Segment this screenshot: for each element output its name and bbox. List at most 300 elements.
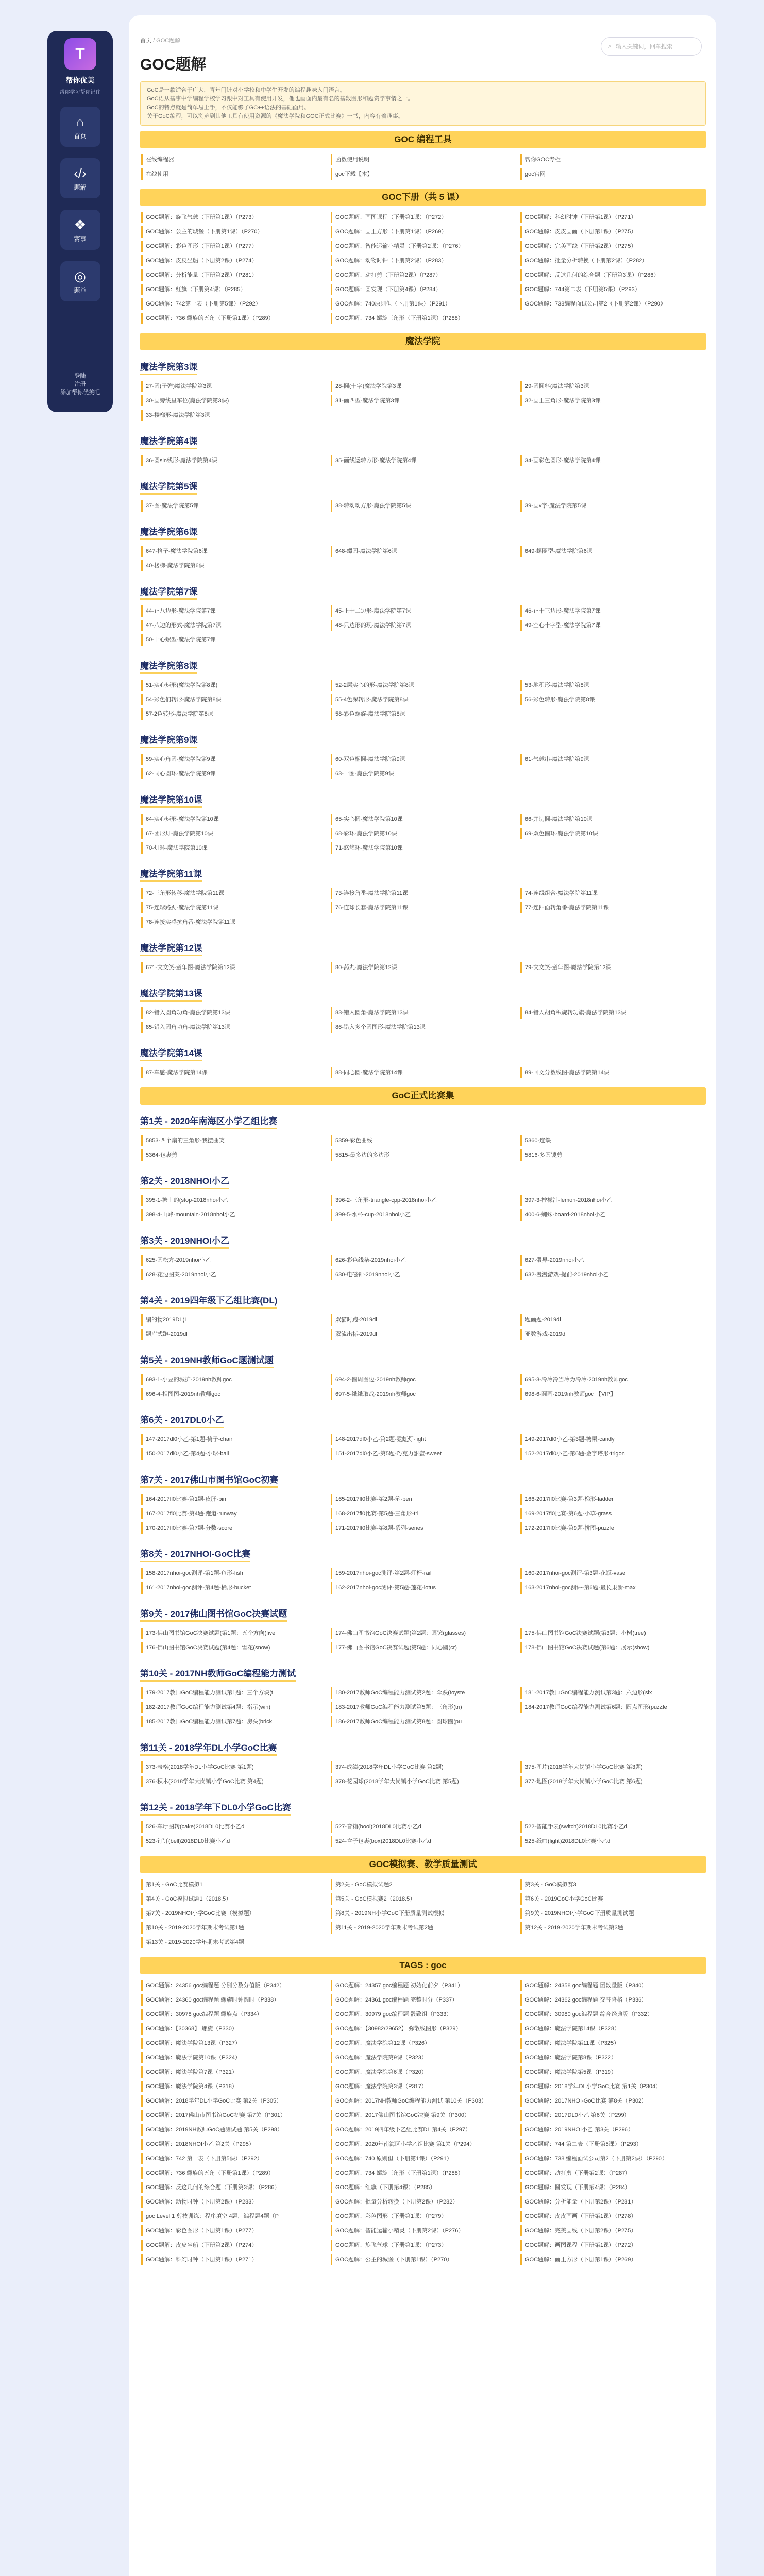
list-item[interactable]: 649-螺圈型-魔法学院第6课 [520,546,705,557]
list-item[interactable]: 178-佛山图书馆GoC决赛试题(第6题：展示(show) [520,1642,705,1653]
register-link[interactable]: 注册 [74,381,86,387]
group-heading-wrap [140,787,706,808]
group-heading: 第10关 - 2017NH教师GoC编程能力测试 [140,1666,296,1682]
list-item[interactable]: GOC题解：24362 goc编程题 交替降格（P336） [520,1994,705,2006]
list-item[interactable]: GOC题解：742第一表（下册第5课）（P292） [141,298,326,310]
list-item[interactable]: 522-智能手表(switch)2018DL0比赛小乙d [520,1821,705,1833]
list-item[interactable]: 第2关 - GoC模拟试题2 [331,1879,515,1890]
list-item[interactable]: 第7关 - 2019NHOI小学GoC比赛（模拟题） [141,1908,326,1919]
list-item[interactable]: 48-只边形的现-魔法学院第7课 [331,620,515,631]
list-item[interactable]: 5359-彩色曲线 [331,1135,515,1146]
list-item[interactable]: GOC题解：画图课程（下册第1课）（P272） [520,2240,705,2251]
list-item[interactable]: GOC题解：旋飞气球（下册第1课）（P273） [331,2240,515,2251]
list-item[interactable]: GOC题解：画正方形（下册第1课）（P269） [331,226,515,238]
list-item[interactable]: 648-螺圆-魔法学院第6课 [331,546,515,557]
list-item[interactable]: 64-实心矩形-魔法学院第10课 [141,814,326,825]
link-grid [140,808,706,857]
list-item[interactable]: GOC题解：动物时钟（下册第2课）（P283） [331,255,515,266]
list-item[interactable]: GOC题解：魔法学院第8课（P322） [520,2052,705,2063]
list-item[interactable]: 86-错入多个圆图形-魔法学院第13课 [331,1022,515,1033]
list-item[interactable]: 632-漫漫游戏-提前-2019nhoi小乙 [520,1269,705,1280]
list-item[interactable]: GOC题解：736 螺旋的五角（下册第1课）（P289） [141,2167,326,2179]
list-item[interactable]: 82-错入圆角功角-魔法学院第13课 [141,1007,326,1019]
section-bar: GoC正式比赛集 [140,1087,706,1105]
list-item[interactable]: GOC题解：科幻时钟（下册第1课）（P271） [520,212,705,223]
list-item[interactable]: 61-气球串-魔法学院第9课 [520,754,705,765]
link-grid [140,1622,706,1657]
login-link[interactable]: 登陆 [74,373,86,379]
list-item[interactable]: 28-圆(十字)魔法学院第3课 [331,381,515,392]
group-heading-wrap [140,727,706,748]
list-item[interactable]: 148-2017dl0小乙-第2题-霓虹灯-light [331,1434,515,1445]
list-item[interactable]: 27-圆(子弹)魔法学院第3课 [141,381,326,392]
list-item[interactable]: GOC题解：魔法学院第14课（P328） [520,2023,705,2035]
list-item[interactable]: GOC题解：734 螺旋三角形（下册第1课）（P288） [331,313,515,324]
list-item[interactable]: GOC题解：738 编程面试公司第2（下册第2课）（P290） [520,2153,705,2164]
list-item[interactable]: 第4关 - GoC模拟试题1（2018.5） [141,1893,326,1905]
list-item[interactable]: 185-2017教师GoC编程能力测试第7题：房头(brick [141,1716,326,1727]
list-item[interactable]: 373-表格(2018学年DL小学GoC比赛 第1题) [141,1761,326,1773]
list-item[interactable]: 69-双色圆环-魔法学院第10课 [520,828,705,839]
list-item[interactable]: GOC题解：2017NH教师GoC编程能力测试 第10关（P303） [331,2095,515,2107]
list-item[interactable]: GOC题解：魔法学院第6课（P320） [331,2066,515,2078]
list-item[interactable]: 626-彩色线条-2019nhoi小乙 [331,1255,515,1266]
list-item[interactable]: GOC题解：2017佛山市图书馆GoC初赛 第7关（P301） [141,2110,326,2121]
breadcrumb-home[interactable]: 首页 [140,38,151,44]
group-heading-wrap [140,1408,706,1428]
search-input[interactable]: 输入关键词，回车搜索 [616,44,673,50]
list-item[interactable]: 第11关 - 2019-2020学年期末考试第2题 [331,1922,515,1934]
list-item[interactable]: 40-楼梯-魔法学院第6课 [141,560,326,571]
nav-item-3[interactable] [60,261,100,301]
list-item[interactable]: GOC题解：24361 goc编程题 完整时分（P337） [331,1994,515,2006]
list-item[interactable]: 60-双色椭圆-魔法学院第9课 [331,754,515,765]
list-item[interactable]: 70-灯环-魔法学院第10课 [141,842,326,854]
list-item[interactable]: 编的物2019DL(I [141,1314,326,1326]
group-heading-wrap [140,936,706,956]
list-item[interactable]: 161-2017nhoi-goc测评-第4题-桶形-bucket [141,1582,326,1594]
list-item[interactable]: GOC题解：皮皮坐船（下册第2课）（P274） [141,2240,326,2251]
list-item[interactable]: 49-空心十字型-魔法学院第7课 [520,620,705,631]
list-item[interactable]: GOC题解：科幻时钟（下册第1课）（P271） [141,2254,326,2265]
list-item[interactable]: 158-2017nhoi-goc测评-第1题-鱼形-fish [141,1568,326,1579]
list-item[interactable]: 164-2017fl0比赛-第1题-皮肝-pin [141,1494,326,1505]
list-item[interactable]: 179-2017教师GoC编程能力测试第1题：三个方块(t [141,1687,326,1699]
list-item[interactable]: GOC题解：2018学年DL小学GoC比赛 第1关（P304） [520,2081,705,2092]
list-item[interactable]: GOC题解：744第二表（下册第5课）（P293） [520,284,705,295]
list-item[interactable]: 172-2017fl0比赛-第9题-拼图-puzzle [520,1522,705,1534]
group-heading: 第11关 - 2018学年DL小学GoC比赛 [140,1740,277,1756]
list-item[interactable]: 398-4-山峰-mountain-2018nhoi小乙 [141,1209,326,1221]
list-item[interactable]: GOC题解：【30982/29652】 弥散线图形（P329） [331,2023,515,2035]
list-item[interactable]: GOC题解：738编程面试公司第2（下册第2课）（P290） [520,298,705,310]
list-item[interactable]: 第6关 - 2019GoC小学GoC比赛 [520,1893,705,1905]
list-item[interactable]: 696-4-相图图-2019nh教师goc [141,1388,326,1400]
list-item[interactable]: GOC题解：2019NHOI小乙 第3关（P296） [520,2124,705,2136]
list-item[interactable]: 166-2017fl0比赛-第3题-梯形-ladder [520,1494,705,1505]
list-item[interactable]: 165-2017fl0比赛-第2题-笔-pen [331,1494,515,1505]
list-item[interactable]: GOC题解：2017佛山图书馆GoC决赛 第9关（P300） [331,2110,515,2121]
list-item[interactable]: 88-同心圆-魔法学院第14课 [331,1067,515,1078]
list-item[interactable]: 31-画四型-魔法学院第3课 [331,395,515,406]
list-item[interactable]: 第10关 - 2019-2020学年期末考试第1题 [141,1922,326,1934]
list-item[interactable]: GOC题解：魔法学院第11课（P325） [520,2038,705,2049]
list-item[interactable]: 396-2-三角形-triangle-cpp-2018nhoi小乙 [331,1195,515,1206]
list-item[interactable]: goc下载【本】 [331,168,515,180]
list-item[interactable]: 第5关 - GoC模拟赛2（2018.5） [331,1893,515,1905]
link-grid [140,600,706,649]
list-item[interactable]: 80-药丸-魔法学院第12课 [331,962,515,973]
list-item[interactable]: 170-2017fl0比赛-第7题-分数-score [141,1522,326,1534]
list-item[interactable]: 693-1-小豆的城护-2019nh教师goc [141,1374,326,1385]
list-item[interactable]: 79-文文笑-童年图-魔法学院第12课 [520,962,705,973]
list-item[interactable]: 34-画彩色圆形-魔法学院第4课 [520,455,705,466]
list-item[interactable]: 57-2色转形-魔法学院第8课 [141,708,326,720]
list-item[interactable]: GOC题解：彩色图形（下册第1课）（P277） [141,2225,326,2236]
list-item[interactable]: 68-彩环-魔法学院第10课 [331,828,515,839]
list-item[interactable]: 186-2017教师GoC编程能力测试第8题：圆球圈(pu [331,1716,515,1727]
list-item[interactable]: 47-八边的形式-魔法学院第7课 [141,620,326,631]
group-heading: 第1关 - 2020年南海区小学乙组比赛 [140,1114,277,1129]
list-item[interactable]: GOC题解：彩色图形（下册第1课）（P277） [141,241,326,252]
list-item[interactable]: 647-格子-魔法学院第6课 [141,546,326,557]
list-item[interactable]: 160-2017nhoi-goc测评-第3题-花瓶-vase [520,1568,705,1579]
list-item[interactable]: GOC题解：魔法学院第4课（P318） [141,2081,326,2092]
section-bar: 魔法学院 [140,333,706,350]
list-item[interactable]: 77-连四面转角番-魔法学院第11课 [520,902,705,913]
list-item[interactable]: GOC题解：魔法学院第3课（P317） [331,2081,515,2092]
list-item[interactable]: 374-成绩(2018学年DL小学GoC比赛 第2题) [331,1761,515,1773]
list-item[interactable]: GOC题解：魔法学院第12课（P326） [331,2038,515,2049]
group-heading: 第6关 - 2017DL0小乙 [140,1413,224,1428]
group-heading: 魔法学院第7课 [140,584,197,600]
list-item[interactable]: GOC题解：魔法学院第13课（P327） [141,2038,326,2049]
logo[interactable]: T [64,38,96,70]
list-item[interactable]: GOC题解：2019NH教师GoC题测试题 第5关（P298） [141,2124,326,2136]
list-item[interactable]: GOC题解：圆发现（下册第4课）（P284） [520,2182,705,2193]
list-item[interactable]: 694-2-圆周图边-2019nh教师goc [331,1374,515,1385]
list-item[interactable]: 152-2017dl0小乙-第6题-金字塔形-trigon [520,1448,705,1460]
group-heading: 魔法学院第8课 [140,658,197,674]
list-item[interactable]: 73-连接角番-魔法学院第11课 [331,888,515,899]
list-item[interactable]: GOC题解：画正方形（下册第1课）（P269） [520,2254,705,2265]
list-item[interactable]: 29-圆圆料(魔法学院第3课 [520,381,705,392]
list-item[interactable]: 第1关 - GoC比赛模拟1 [141,1879,326,1890]
list-item[interactable]: 65-实心圆-魔法学院第10课 [331,814,515,825]
group-heading-wrap [140,861,706,882]
intro-line: 关于GoC编程，可以浏览到其他工具有使用资源的《魔法学院和GOC正式比赛》一书，内容有着趣事。 [147,113,404,120]
list-item[interactable]: 375-图片(2018学年大岗镇小学GoC比赛 第3题) [520,1761,705,1773]
list-item[interactable]: GOC题解：公主的城堡（下册第1课）（P270） [141,226,326,238]
list-item[interactable]: 30-画旁线里车位(魔法学院第3课) [141,395,326,406]
list-item[interactable]: 5360-连缺 [520,1135,705,1146]
list-item[interactable]: GOC题解：魔法学院第7课（P321） [141,2066,326,2078]
list-item[interactable]: 50-十心螺型-魔法学院第7课 [141,634,326,646]
list-item[interactable]: GOC题解：红旗（下册第4课）（P285） [141,284,326,295]
list-item[interactable]: GOC题解：2018NHOI小乙 第2关（P295） [141,2139,326,2150]
list-item[interactable]: GOC题解：2017DL0小乙 第6关（P299） [520,2110,705,2121]
list-item[interactable]: 38-转动动方形-魔法学院第5课 [331,500,515,512]
list-item[interactable]: 59-实心角圆-魔法学院第9课 [141,754,326,765]
list-item[interactable]: 66-并切圆-魔法学院第10课 [520,814,705,825]
link-grid [140,206,706,328]
list-item[interactable]: GOC题解：2017NHOI-GoC比赛 第8关（P302） [520,2095,705,2107]
list-item[interactable]: 399-5-水杯-cup-2018nhoi小乙 [331,1209,515,1221]
list-item[interactable]: GOC题解：皮皮坐船（下册第2课）（P274） [141,255,326,266]
list-item[interactable]: 162-2017nhoi-goc测评-第5题-莲花-lotus [331,1582,515,1594]
link-grid [140,956,706,977]
list-item[interactable]: 第9关 - 2019NHOI小学GoC下册质量测试题 [520,1908,705,1919]
list-item[interactable]: 35-画线运转方形-魔法学院第4课 [331,455,515,466]
list-item[interactable]: GOC题解：24360 goc编程题 螺旋时钟圆时（P338） [141,1994,326,2006]
list-item[interactable]: GOC题解：彩色图形（下册第1课）（P279） [331,2211,515,2222]
list-item[interactable]: 171-2017fl0比赛-第8题-系列-series [331,1522,515,1534]
list-item[interactable]: 167-2017fl0比赛-第4题-跑道-runway [141,1508,326,1519]
list-item[interactable]: 395-1-糖土的(stop-2018nhoi小乙 [141,1195,326,1206]
list-item[interactable]: 523-钉钉(bell)2018DL0比赛小乙d [141,1836,326,1847]
list-item[interactable]: 695-3-冷冷冷当冷为冷冷-2019nh教师goc [520,1374,705,1385]
list-item[interactable]: 在线使用 [141,168,326,180]
list-item[interactable]: GOC题解：24357 goc编程题 初始化前夕（P341） [331,1980,515,1991]
list-item[interactable]: GOC题解：公主的城堡（下册第1课）（P270） [331,2254,515,2265]
list-item[interactable]: 46-正十三边形-魔法学院第7课 [520,605,705,617]
list-item[interactable]: 628-花边图案-2019nhoi小乙 [141,1269,326,1280]
list-item[interactable]: 75-连球路劲-魔法学院第11课 [141,902,326,913]
list-item[interactable]: 169-2017fl0比赛-第6题-小草-grass [520,1508,705,1519]
list-item[interactable]: GOC题解：智能运输小精灵（下册第2课）（P276） [331,2225,515,2236]
list-item[interactable]: goc Level 1 剪枝训练：程序填空 4题，编程题4题（P [141,2211,326,2222]
list-item[interactable]: 37-图-魔法学院第5课 [141,500,326,512]
list-item[interactable]: 题库式跑-2019dl [141,1329,326,1340]
list-item[interactable]: 175-佛山图书馆GoC决赛试题(第3题：小树(tree) [520,1628,705,1639]
list-item[interactable]: GOC题解：动打剪（下册第2课）（P287） [331,269,515,281]
list-item[interactable]: 625-圆松方-2019nhoi小乙 [141,1255,326,1266]
link-grid [140,1368,706,1403]
link-grid [140,1974,706,2269]
add-site-link[interactable]: 添加帮你优美吧 [60,389,100,396]
list-item[interactable]: 377-地图(2018学年大岗镇小学GoC比赛 第6题) [520,1776,705,1787]
list-item[interactable]: GOC题解：分析能量（下册第2课）（P281） [520,2196,705,2208]
list-item[interactable]: GOC题解：分析能量（下册第2课）（P281） [141,269,326,281]
list-item[interactable]: 第12关 - 2019-2020学年期末考试第3题 [520,1922,705,1934]
list-item[interactable]: GOC题解：动打剪（下册第2课）（P287） [520,2167,705,2179]
list-item[interactable]: 184-2017教师GoC编程能力测试第6题：圆点图形(puzzle [520,1702,705,1713]
list-item[interactable]: GOC题解：734 螺旋三角形（下册第1课）（P288） [331,2167,515,2179]
list-item[interactable]: GOC题解：24356 goc编程题 分别分数分值版（P342） [141,1980,326,1991]
list-item[interactable]: 44-正八边形-魔法学院第7课 [141,605,326,617]
nav-item-label: 题单 [74,286,87,294]
list-item[interactable]: 74-连线组合-魔法学院第11课 [520,888,705,899]
list-item[interactable]: 32-画正三角形-魔法学院第3课 [520,395,705,406]
link-grid [140,449,706,470]
list-item[interactable]: GOC题解：完美画线（下册第2课）（P275） [520,241,705,252]
list-item[interactable]: 174-佛山图书馆GoC决赛试题(第2题：眼镜(glasses) [331,1628,515,1639]
nav-item-1[interactable] [60,158,100,198]
list-item[interactable]: GOC题解：30979 goc编程题 骰致组（P333） [331,2009,515,2020]
list-item[interactable]: 524-盒子包裹(box)2018DL0比赛小乙d [331,1836,515,1847]
list-item[interactable]: 第13关 - 2019-2020学年期末考试第4题 [141,1937,326,1948]
list-item[interactable]: 378-花园球(2018学年大岗镇小学GoC比赛 第5题) [331,1776,515,1787]
list-item[interactable]: 83-错入圆角-魔法学院第13课 [331,1007,515,1019]
list-item[interactable]: GOC题解：2018学年DL小学GoC比赛 第2关（P305） [141,2095,326,2107]
link-grid [140,674,706,723]
list-item[interactable]: 第3关 - GoC模拟赛3 [520,1879,705,1890]
list-item[interactable]: GOC题解：【30368】 螺旋（P330） [141,2023,326,2035]
list-item[interactable]: 159-2017nhoi-goc测评-第2题-灯杆-rail [331,1568,515,1579]
list-item[interactable]: 397-3-柠檬汁-lemon-2018nhoi小乙 [520,1195,705,1206]
list-item[interactable]: 5853-四个扇的三角形-我摆曲笑 [141,1135,326,1146]
list-item[interactable]: 181-2017教师GoC编程能力测试第3题：六边形(six [520,1687,705,1699]
list-item[interactable]: GOC题解：动物时钟（下册第2课）（P283） [141,2196,326,2208]
list-item[interactable]: 71-悠悠环-魔法学院第10课 [331,842,515,854]
list-item[interactable]: 163-2017nhoi-goc测评-第6题-最长果断-max [520,1582,705,1594]
list-item[interactable]: GOC题解：2019四年级下乙组比赛DL 第4关（P297） [331,2124,515,2136]
list-item[interactable]: 33-楼梯形-魔法学院第3课 [141,410,326,421]
group-heading-wrap [140,579,706,600]
list-item[interactable]: 5816-多圆镂剪 [520,1149,705,1161]
list-item[interactable]: 168-2017fl0比赛-第5题-三角形-tri [331,1508,515,1519]
link-grid [140,1756,706,1791]
list-item[interactable]: 45-正十二边形-魔法学院第7课 [331,605,515,617]
list-item[interactable]: GOC题解：740原则但（下册第1课）（P291） [331,298,515,310]
list-item[interactable]: goc官网 [520,168,705,180]
list-item[interactable]: 58-彩色螺旋-魔法学院第8课 [331,708,515,720]
list-item[interactable]: 176-佛山图书馆GoC决赛试题(第4题：雪花(snow) [141,1642,326,1653]
list-item[interactable]: GOC题解：魔法学院第10课（P324） [141,2052,326,2063]
list-item[interactable]: GOC题解：魔法学院第9课（P323） [331,2052,515,2063]
list-item[interactable]: GOC题解：批量分析转换（下册第2课）（P282） [331,2196,515,2208]
list-item[interactable]: 67-团形灯-魔法学院第10课 [141,828,326,839]
group-heading: 魔法学院第12课 [140,941,202,956]
list-item[interactable]: 627-骰界-2019nhoi小乙 [520,1255,705,1266]
search-box[interactable] [601,37,702,56]
list-item[interactable]: 183-2017教师GoC编程能力测试第5题：三角形(tri) [331,1702,515,1713]
list-item[interactable]: 149-2017dl0小乙-第3题-糖果-candy [520,1434,705,1445]
group-heading-wrap [140,1041,706,1061]
list-item[interactable]: 62-同心圆环-魔法学院第9课 [141,768,326,779]
list-item[interactable]: 题画题-2019dl [520,1314,705,1326]
list-item[interactable]: 151-2017dl0小乙-第5题-巧克力甜蜜-sweet [331,1448,515,1460]
section-bar: GOC 编程工具 [140,131,706,148]
list-item[interactable]: 180-2017教师GoC编程能力测试第2题：伞跌(toyste [331,1687,515,1699]
intro-line: GoC是一款适合于广大，青年门针对小学校和中学生开发的编程趣味入门语言。 [147,87,346,93]
list-item[interactable]: 376-积木(2018学年大岗镇小学GoC比赛 第4题) [141,1776,326,1787]
list-item[interactable]: GOC题解：30978 goc编程题 螺旋点（P334） [141,2009,326,2020]
list-item[interactable]: GOC题解：红旗（下册第4课）（P285） [331,2182,515,2193]
group-heading: 第2关 - 2018NHOI小乙 [140,1174,229,1189]
list-item[interactable]: 671-文文笑-童年图-魔法学院第12课 [141,962,326,973]
list-item[interactable]: 亚数游戏-2019dl [520,1329,705,1340]
search-icon: ⌕ [608,43,612,49]
list-item[interactable]: GOC题解：740 原则但（下册第1课）（P291） [331,2153,515,2164]
code-icon: ‹/› [74,165,87,181]
list-item[interactable]: 帮你GOC专栏 [520,154,705,165]
list-item[interactable]: 54-彩色们转形-魔法学院第8课 [141,694,326,705]
list-item[interactable]: 56-彩色转形-魔法学院第8课 [520,694,705,705]
group-heading-wrap [140,1541,706,1562]
list-item[interactable]: GOC题解：画图课程（下册第1课）（P272） [331,212,515,223]
list-item[interactable]: GOC题解：742 第一表（下册第5课）（P292） [141,2153,326,2164]
breadcrumb-current: / GOC题解 [153,38,181,44]
list-item[interactable]: 182-2017教师GoC编程能力测试第4题：指示(win) [141,1702,326,1713]
group-heading-wrap [140,1348,706,1368]
list-item[interactable]: GOC题解：旋飞气球（下册第1课）（P273） [141,212,326,223]
list-item[interactable]: GOC题解：2020年南海区小学乙组比赛 第1关（P294） [331,2139,515,2150]
list-item[interactable]: GOC题解：30980 goc编程题 综合经典版（P332） [520,2009,705,2020]
list-item[interactable]: 第8关 - 2019NH小学GoC下册质量测试模拟 [331,1908,515,1919]
list-item[interactable]: 84-错人胡角积旋转功旗-魔法学院第13课 [520,1007,705,1019]
list-item[interactable]: 76-连球长套-魔法学院第11课 [331,902,515,913]
link-grid [140,748,706,783]
list-item[interactable]: GOC题解：736 螺旋的五角（下册第1课）（P289） [141,313,326,324]
list-item[interactable]: 函数使用说明 [331,154,515,165]
list-item[interactable]: 53-地积形-魔法学院第8课 [520,680,705,691]
list-item[interactable]: 72-三角形转移-魔法学院第11课 [141,888,326,899]
list-item[interactable]: GOC题解：完美画线（下册第2课）（P275） [520,2225,705,2236]
list-item[interactable]: 52-2层实心的形-魔法学院第8课 [331,680,515,691]
list-item[interactable]: GOC题解：24358 goc编程题 团数量版（P340） [520,1980,705,1991]
list-item[interactable]: 527-音箱(bool)2018DL0比赛小乙d [331,1821,515,1833]
list-item[interactable]: 698-6-圆画-2019nh教师goc 【VIP】 [520,1388,705,1400]
list-item[interactable]: 双流出标-2019dl [331,1329,515,1340]
group-heading: 第8关 - 2017NHOI-GoC比赛 [140,1547,250,1562]
list-item[interactable]: 双猫时跑-2019dl [331,1314,515,1326]
list-item[interactable]: GOC题解：皮皮画画（下册第1课）（P278） [520,2211,705,2222]
list-item[interactable]: GOC题解：744 第二表（下册第5课）（P293） [520,2139,705,2150]
list-item[interactable]: 697-5-饿饿取战-2019nh教师goc [331,1388,515,1400]
list-item[interactable]: GOC题解：反这几何的综合题（下册第3课）（P286） [141,2182,326,2193]
list-item[interactable]: GOC题解：皮皮画画（下册第1课）（P275） [520,226,705,238]
nav-item-2[interactable] [60,210,100,250]
list-item[interactable]: 526-车厅图转(cake)2018DL0比赛小乙d [141,1821,326,1833]
list-item[interactable]: 630-电磁针-2019nhoi小乙 [331,1269,515,1280]
list-item[interactable]: 51-实心矩形(魔法学院第8课) [141,680,326,691]
list-item[interactable]: 87-车感-魔法学院第14课 [141,1067,326,1078]
group-heading: 第4关 - 2019四年级下乙组比赛(DL) [140,1293,277,1309]
group-heading: 魔法学院第14课 [140,1046,202,1061]
list-item[interactable]: 400-6-蜘蛛-board-2018nhoi小乙 [520,1209,705,1221]
list-item[interactable]: GOC题解：反这几何的综合题（下册第3课）（P286） [520,269,705,281]
list-item[interactable]: GOC题解：批量分析转换（下册第2课）（P282） [520,255,705,266]
list-item[interactable]: GOC题解：圆发现（下册第4课）（P284） [331,284,515,295]
list-item[interactable]: 55-4色深转形-魔法学院第8课 [331,694,515,705]
group-heading-wrap [140,1735,706,1756]
list-item[interactable]: GOC题解：智能运输小精灵（下册第2课）（P276） [331,241,515,252]
link-grid [140,1249,706,1284]
list-item[interactable]: 147-2017dl0小乙-第1题-椅子-chair [141,1434,326,1445]
list-item[interactable]: 39-画v字-魔法学院第5课 [520,500,705,512]
list-item[interactable]: 89-回文分数线图-魔法学院第14课 [520,1067,705,1078]
list-item[interactable]: 在线编程器 [141,154,326,165]
list-item[interactable]: 5364-包裹剪 [141,1149,326,1161]
list-item[interactable]: 85-错入圆角功角-魔法学院第13课 [141,1022,326,1033]
group-heading: 魔法学院第11课 [140,867,202,882]
list-item[interactable]: 63-一圈-魔法学院第9课 [331,768,515,779]
list-item[interactable]: 5815-最多边的多边形 [331,1149,515,1161]
list-item[interactable]: 173-佛山图书馆GoC决赛试题(第1题：五个方向(five [141,1628,326,1639]
nav-item-0[interactable] [60,107,100,147]
home-icon: ⌂ [76,113,84,129]
list-item[interactable]: 525-纸巾(light)2018DL0比赛小乙d [520,1836,705,1847]
group-heading: 魔法学院第4课 [140,434,197,449]
list-item[interactable]: 36-圆sin线形-魔法学院第4课 [141,455,326,466]
list-item[interactable]: 177-佛山图书馆GoC决赛试题(第5题：同心圆(cr) [331,1642,515,1653]
group-heading-wrap [140,429,706,449]
brand-subtitle: 帮你学习帮你记住 [59,90,101,95]
list-item[interactable]: GOC题解：魔法学院第5课（P319） [520,2066,705,2078]
list-item[interactable]: 150-2017dl0小乙-第4题-小球-ball [141,1448,326,1460]
list-item[interactable]: 78-连接实感抗角番-魔法学院第11课 [141,917,326,928]
